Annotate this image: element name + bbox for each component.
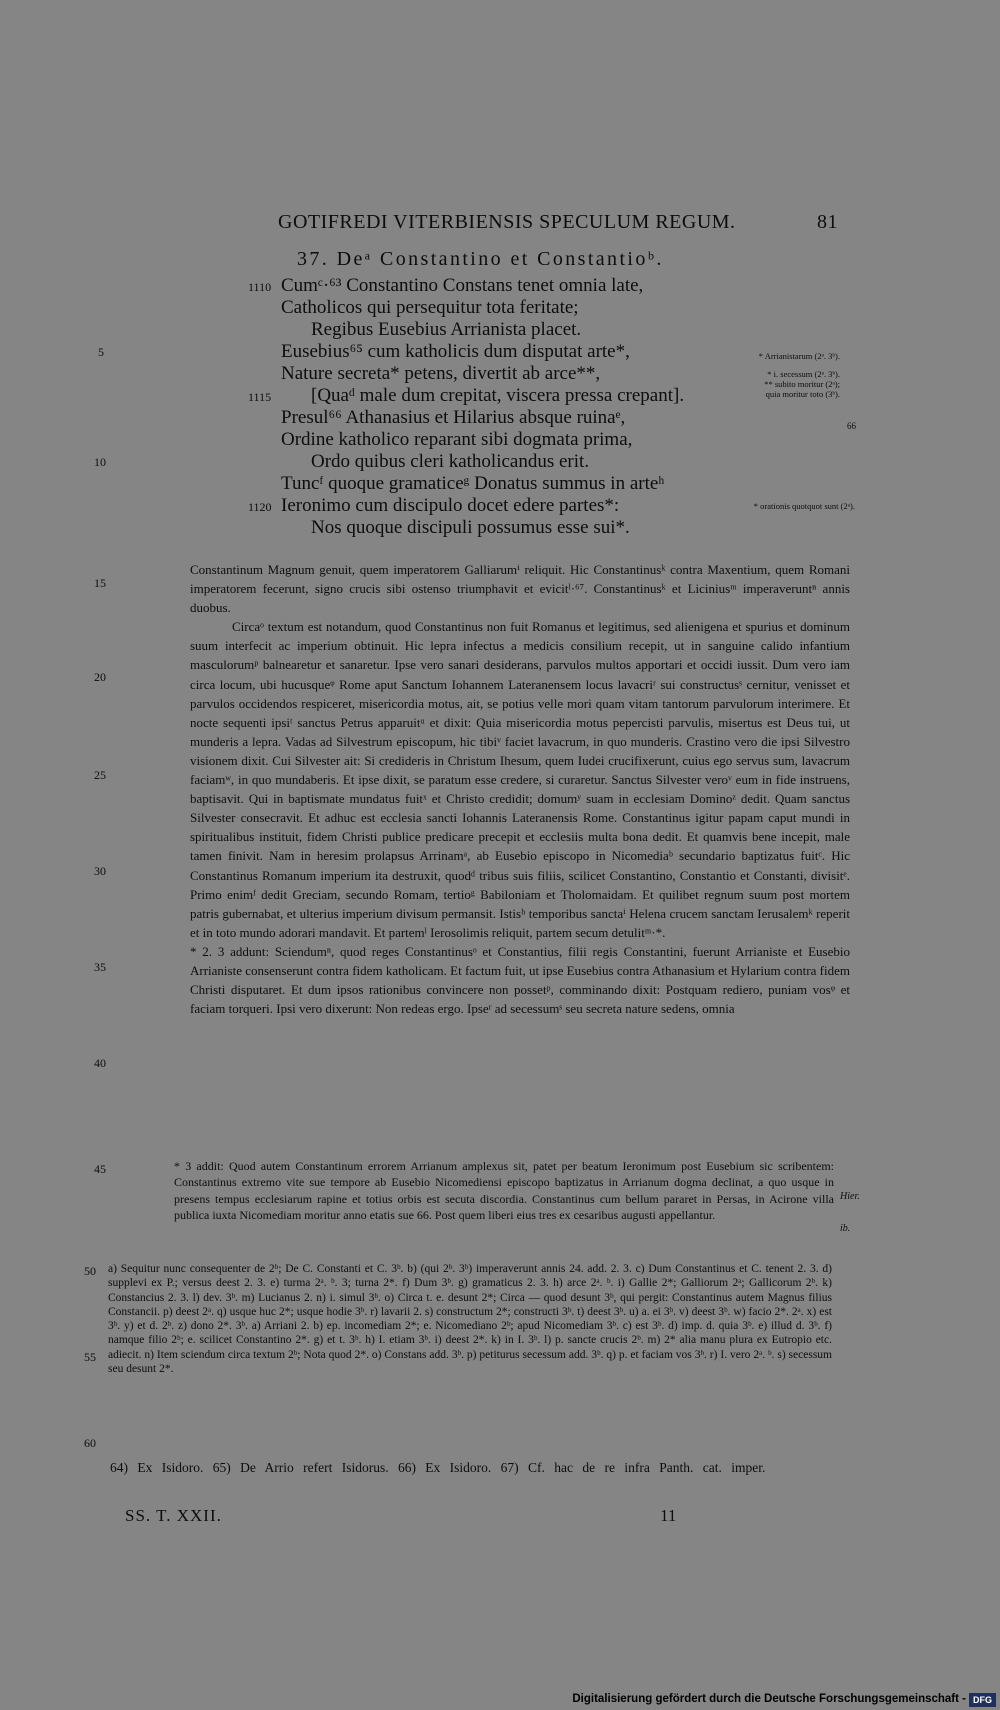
side-note: quia moritur toto (3ᵇ). <box>765 389 840 399</box>
margin-line-number: 15 <box>94 576 106 590</box>
verse-line: Cumᶜ·⁶³ Constantino Constans tenet omnia late, <box>281 275 644 296</box>
verse-number: 1115 <box>248 390 272 404</box>
verse-line: [Quaᵈ male dum crepitat, viscera pressa crepant]. <box>311 385 685 406</box>
side-note: ** subito moritur (2ᵃ); <box>764 379 840 389</box>
margin-line-number: 60 <box>84 1436 96 1450</box>
side-note-source: 66 <box>847 421 856 431</box>
verse-line: Ieronimo cum discipulo docet edere partes*: <box>281 495 620 516</box>
prose-block <box>190 560 850 1018</box>
side-note: * orationis quotquot sunt (2ᵃ). <box>753 501 855 511</box>
verse-line: Nature secreta* petens, divertit ab arce**, <box>281 363 601 384</box>
source-footnotes: 64) Ex Isidoro. 65) De Arrio refert Isidorus. 66) Ex Isidoro. 67) Cf. hac de re infra Panth. cat. imper. <box>110 1460 766 1475</box>
prose-paragraph: Constantinum Magnum genuit, quem imperatorem Galliarumⁱ reliquit. Hic Constantinusᵏ contra Maxentium, quem Romani imperatorem fecerunt, signo crucis sibi ostenso triumphavit et evicitˡ·⁶⁷. Constantinusᵏ et Liciniusᵐ imperaveruntⁿ annis duobus. <box>190 562 850 616</box>
funding-text: Digitalisierung gefördert durch die Deutsche Forschungsgemeinschaft - <box>572 1693 966 1705</box>
verse-line: Regibus Eusebius Arrianista placet. <box>311 319 582 340</box>
sheet-number: 11 <box>660 1506 677 1525</box>
verse-line: Catholicos qui persequitur tota feritate; <box>281 297 579 318</box>
verse-line: Tuncᶠ quoque gramaticeᵍ Donatus summus in arteʰ <box>281 473 665 494</box>
verse-number: 1120 <box>248 500 272 514</box>
variant-note: * 3 addit: Quod autem Constantinum errorem Arrianum amplexus sit, patet per beatum Ieronimum post Eusebium sic scribentem: Constantinus extremo vite sue tempore ab Eusebio Nicomediensi episcopo baptizatus in Arrianum dogma declinat, a quo usque in presens tempus ecclesiarum rapine et totius orbis est secuta discordia. Constantinus cum bellum pararet in Persas, in Acirone villa publica iuxta Nicomediam moritur anno etatis sue 66. Post quem liberi eius tres ex cesaribus augusti appellantur. <box>174 1159 834 1223</box>
margin-line-number: 20 <box>94 670 106 684</box>
margin-line-number: 10 <box>94 455 106 469</box>
note-source: Hier. <box>840 1191 860 1202</box>
page-number: 81 <box>817 211 838 233</box>
dfg-logo: DFG <box>969 1693 996 1707</box>
note-source: ib. <box>840 1223 851 1234</box>
verse-line: Nos quoque discipuli possumus esse sui*. <box>311 517 630 538</box>
header-title: GOTIFREDI VITERBIENSIS SPECULUM REGUM. <box>278 211 736 233</box>
margin-line-number: 45 <box>94 1162 106 1176</box>
margin-line-number: 40 <box>94 1056 106 1070</box>
margin-line-number: 25 <box>94 768 106 782</box>
prose-paragraph: Circaᵒ textum est notandum, quod Constantinus non fuit Romanus et legitimus, sed alienigena et spurius et dominum suum interfecit ac imperium obtinuit. Hic lepra infectus a medicis consilium recepit, ut in sanguine calido infantium masculorumᵖ balnearetur et sanaretur. Ipse vero sanari desiderans, parvulos multos apportari et occidi iussit. Dum vero iam circa locum, ubi hucusqueᵠ Rome aput Sanctum Iohannem Lateranensem locus lavacriʳ sui constructusˢ cernitur, venisset et parvulos occidendos respiceret, misericordia motus, ait, se potius velle mori quam vitam tantorum parvulorum interimere. Et nocte sequenti ipsiᵗ sanctus Petrus apparuitᵘ et dixit: Quia misericordia motus pepercisti parvulis, misertus est Deus tui, ut munderis a lepra. Vadas ad Silvestrum episcopum, hic tibiᵛ faciet lavacrum, in quo munderis. Crastino vero die ipsi Silvestro visionem dixit. Cui Silvester ait: Si credideris in Christum Ihesum, quem Iudei crucifixerunt, cuius ego servus sum, lavacrum faciamʷ, in quo mundaberis. Et ipse dixit, se paratum esse credere, si curaretur. Sanctus Silvester veroᵛ eum in fide instruens, baptisavit. Qui in baptismate mundatus fuitˣ et Christo credidit; domumʸ suam in ecclesiam Dominoᶻ dedit. Quam sanctus Silvester consecravit. Et adhuc est ecclesia sancti Iohannis Lateranensis Rome. Constantinus igitur papam caput mundi in spiritualibus instituit, fidem Christi publice predicare precepit et ecclesiis multa bona dedit. Et quamvis bene incepit, male tamen finivit. Nam in heresim prolapsus Arrinamᵃ, ab Eusebio episcopo in Nicomediaᵇ secundario baptizatus fuitᶜ. Hic Constantinus Romanum imperium ita destruxit, quodᵈ tribus suis filiis, scilicet Constantino, Constantio et Constanti, divisitᵉ. Primo enimᶠ dedit Greciam, secundo Romam, tertioᵍ Babiloniam et Tholomaidam. Et quilibet regnum suum post mortem patris gubernabat, et ulterius imperium divisum permansit. Istisʰ temporibus sanctaⁱ Helena crucem sanctam Ierusalemᵏ reperit et in toto mundo adorari mandavit. Et partemˡ Ierosolimis reliquit, partem secum detulitᵐ·*. <box>190 619 850 940</box>
verse-line: Ordine katholico reparant sibi dogmata prima, <box>281 429 633 450</box>
running-header <box>0 211 1000 241</box>
margin-line-number: 55 <box>84 1350 96 1364</box>
funding-banner <box>0 1691 1000 1710</box>
margin-line-number: 50 <box>84 1264 96 1278</box>
margin-line-number: 35 <box>94 960 106 974</box>
side-note: * Arrianistarum (2ᵃ. 3ᵇ). <box>758 351 840 361</box>
verse-line: Eusebius⁶⁵ cum katholicis dum disputat arte*, <box>281 341 630 362</box>
verse-line: Presul⁶⁶ Athanasius et Hilarius absque ruinaᵉ, <box>281 407 626 428</box>
signature-mark: SS. T. XXII. <box>125 1506 222 1525</box>
verse-number: 1110 <box>248 280 272 294</box>
side-note: * i. secessum (2ᵃ. 3ᵇ). <box>767 369 840 379</box>
prose-paragraph: * 2. 3 addunt: Sciendumⁿ, quod reges Constantinusᵒ et Constantius, filii regis Constantini, fuerunt Arrianiste et Eusebio Arrianiste consenserunt contra fidem katholicam. Et factum fuit, ut ipse Eusebius contra Athanasium et Hylarium contra fidem Christi disputaret. Et dum ipsos rationibus convincere non possetᵖ, comminando dixit: Postquam rediero, puniam vosᵠ et faciam torqueri. Ipsi vero dixerunt: Non redeas ergo. Ipseʳ ad secessumˢ seu secreta nature sedens, omnia <box>190 943 850 1017</box>
critical-apparatus: a) Sequitur nunc consequenter de 2ᵇ; De C. Constanti et C. 3ᵇ. b) (qui 2ᵇ. 3ᵇ) imperaverunt annis 24. add. 2. 3. c) Dum Constantinus et C. tenent 2. 3. d) supplevi ex P.; versus deest 2. 3. e) turma 2ᵃ. ᵇ. 3; turna 2*. f) Dum 3ᵇ. g) gramaticus 2. 3. h) arce 2ᵃ. ᵇ. i) Gallie 2*; Galliorum 2ᵃ; Gallicorum 2ᵇ. k) Constancius 2. 3. l) dev. 3ᵇ. m) Lucianus 2. n) i. simul 3ᵇ. o) Circa t. e. desunt 2*; Circa — quod desunt 3ᵇ, qui pergit: Constantinus autem Magnus filius Constancii. p) deest 2ᵃ. q) usque huc 2*; usque hodie 3ᵇ. r) lavarii 2. s) constructum 2*; constructi 3ᵇ. t) deest 3ᵇ. u) a. ei 3ᵇ. v) deest 3ᵇ. w) facio 2*. 2ᵃ. x) est 3ᵇ. y) et d. 2ᵇ. z) dono 2*. 3ᵇ. a) Arriani 2. b) ep. incomediam 2*; e. Nicomediano 2ᵇ; apud Nicomediam 3ᵇ. c) est 3ᵇ. d) imp. d. quia 3ᵇ. e) illud d. 3ᵇ. f) namque filio 2ᵇ; e. scilicet Constantino 2*. g) et t. 3ᵇ. h) I. etiam 3ᵇ. i) deest 2*. k) in I. 3ᵇ. l) p. sancte crucis 2ᵇ. m) 2* alia manu plura ex Eutropio etc. adiecit. n) Item sciendum circa textum 2ᵇ; Nota quod 2*. o) Constans add. 3ᵇ. p) petiturus secessum add. 3ᵇ. q) p. et faciam vos 3ᵇ. r) I. vero 2ᵃ. ᵇ. s) secessum seu desunt 2*. <box>108 1263 832 1376</box>
poem-title: 37. Deᵃ Constantino et Constantioᵇ. <box>297 248 664 270</box>
verse-line: Ordo quibus cleri katholicandus erit. <box>311 451 590 472</box>
margin-line-number: 30 <box>94 864 106 878</box>
margin-line-number: 5 <box>98 345 104 359</box>
